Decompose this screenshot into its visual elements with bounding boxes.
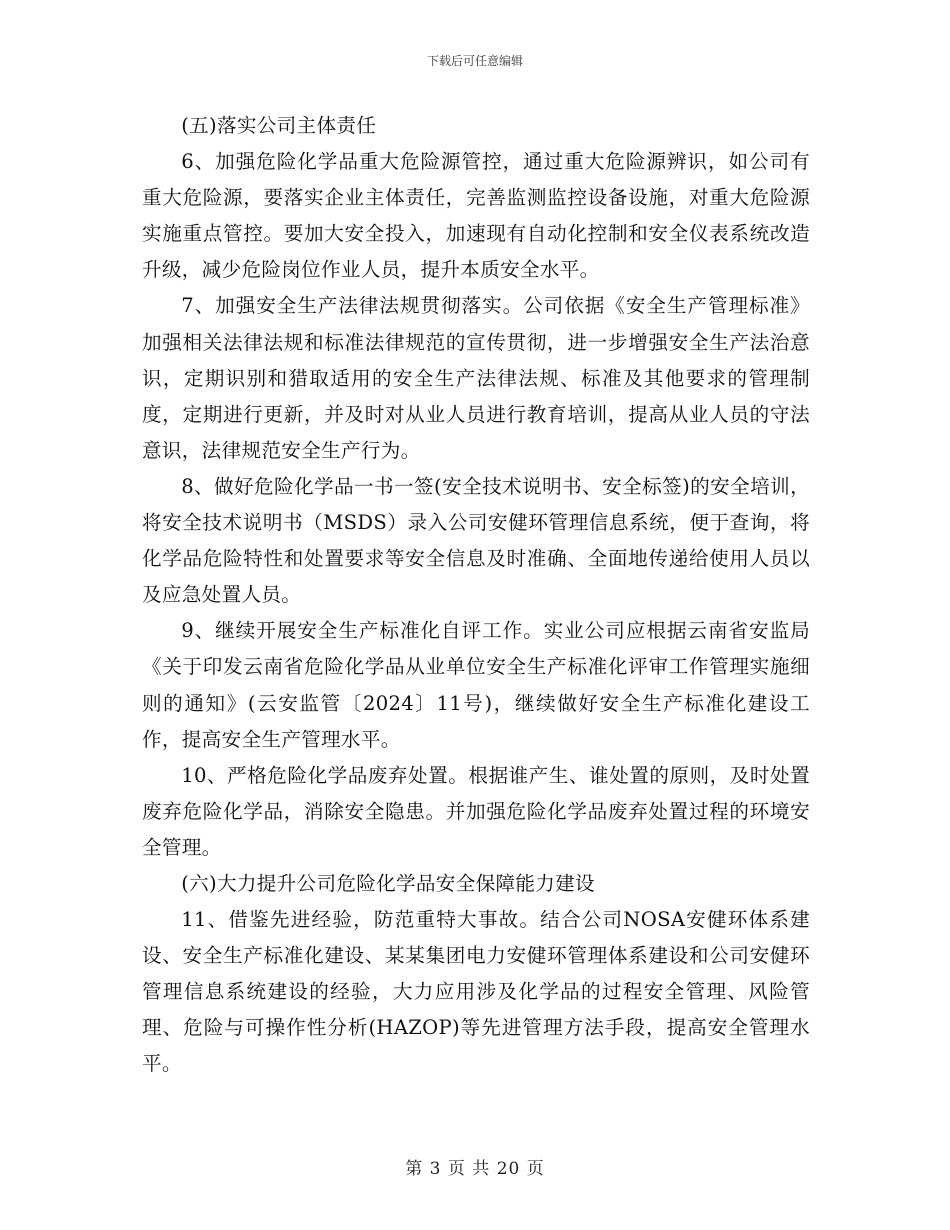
page-number-footer: 第 3 页 共 20 页 — [405, 1159, 545, 1179]
paragraph-item-8: 8、做好危险化学品一书一签(安全技术说明书、安全标签)的安全培训，将安全技术说明书（MSDS）录入公司安健环管理信息系统，便于查询，将化学品危险特性和处置要求等安全信息及时准确、全面地传递给使用人员以及应急处置人员。 — [142, 474, 810, 607]
page-header: 下载后可任意编辑 — [426, 54, 523, 68]
section-heading-5: (五)落实公司主体责任 — [181, 114, 377, 137]
paragraph-item-10: 10、严格危险化学品废弃处置。根据谁产生、谁处置的原则，及时处置废弃危险化学品，消除安全隐患。并加强危险化学品废弃处置过程的环境安全管理。 — [142, 763, 810, 859]
paragraph-item-6: 6、加强危险化学品重大危险源管控，通过重大危险源辨识，如公司有重大危险源，要落实企业主体责任，完善监测监控设备设施，对重大危险源实施重点管控。要加大安全投入，加速现有自动化控制和安全仪表系统改造升级，减少危险岗位作业人员，提升本质安全水平。 — [142, 150, 810, 282]
section-heading-6: (六)大力提升公司危险化学品安全保障能力建设 — [181, 871, 595, 895]
paragraph-item-11: 11、借鉴先进经验，防范重特大事故。结合公司NOSA安健环体系建设、安全生产标准化建设、某某集团电力安健环管理体系建设和公司安健环管理信息系统建设的经验，大力应用涉及化学品的过程安全管理、风险管理、危险与可操作性分析(HAZOP)等先进管理方法手段，提高安全管理水平。 — [142, 908, 810, 1076]
paragraph-item-9: 9、继续开展安全生产标准化自评工作。实业公司应根据云南省安监局《关于印发云南省危险化学品从业单位安全生产标准化评审工作管理实施细则的通知》(云安监管〔2024〕11号)，继续做好安全生产标准化建设工作，提高安全生产管理水平。 — [142, 619, 810, 751]
document-body — [142, 108, 810, 1083]
paragraph-item-7: 7、加强安全生产法律法规贯彻落实。公司依据《安全生产管理标准》加强相关法律法规和标准法律规范的宣传贯彻，进一步增强安全生产法治意识，定期识别和猎取适用的安全生产法律法规、标准及其他要求的管理制度，定期进行更新，并及时对从业人员进行教育培训，提高从业人员的守法意识，法律规范安全生产行为。 — [142, 294, 810, 462]
